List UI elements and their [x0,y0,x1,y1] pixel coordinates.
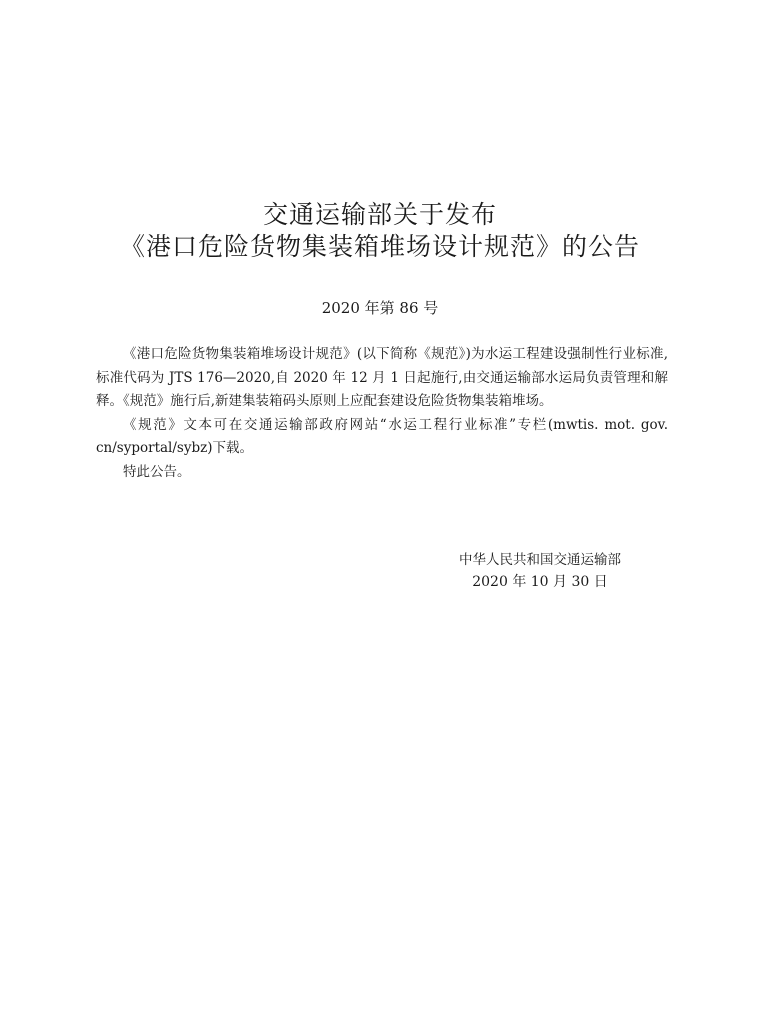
signature-organization: 中华人民共和国交通运输部 [459,552,621,568]
document-number: 2020 年第 86 号 [321,299,439,317]
document-body [96,343,668,484]
body-paragraph-3: 特此公告。 [123,463,191,480]
body-paragraph-1: 《港口危险货物集装箱堆场设计规范》(以下简称《规范》)为水运工程建设强制性行业标准,标准代码为 JTS 176—2020,自 2020 年 12 月 1 日起施行,由交通运输部水运局负责管理和解释。《规范》施行后,新建集装箱码头原则上应配套建设危险货物集装箱堆场。 [96,346,668,409]
document-title-line-2: 《港口危险货物集装箱堆场设计规范》的公告 [119,232,640,261]
document-title-line-1: 交通运输部关于发布 [262,200,497,229]
body-paragraph-2: 《规范》文本可在交通运输部政府网站“水运工程行业标准”专栏(mwtis. mot. gov. cn/syportal/sybz)下载。 [96,416,668,456]
signature-date: 2020 年 10 月 30 日 [472,574,608,590]
